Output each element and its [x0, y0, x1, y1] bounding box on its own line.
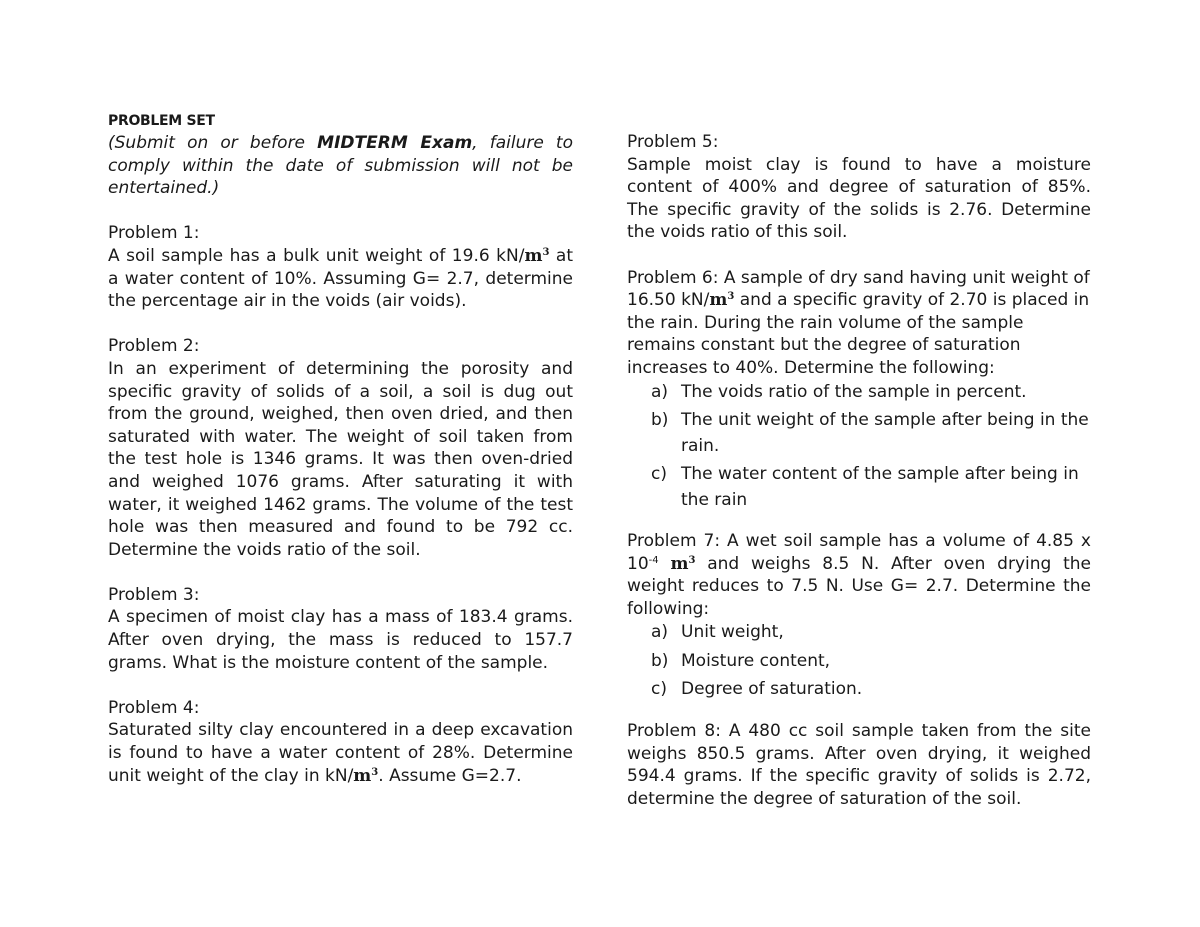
- problem-6-text: [627, 267, 1091, 380]
- problem-1-text-b: at a water content of 10%. Assuming G= 2.7, determine the percentage air in the voids (air voids).: [108, 245, 573, 312]
- problem-7-exp: 3: [688, 554, 696, 566]
- problem-4-exp: 3: [371, 766, 379, 778]
- problem-1-exp: 3: [542, 246, 550, 258]
- problem-4: [108, 697, 573, 787]
- list-marker: b): [651, 650, 669, 671]
- problem-8-text: Problem 8: A 480 cc soil sample taken from the site weighs 850.5 grams. After oven drying, it weighed 594.4 grams. If the specific gravity of solids is 2.72, determine the degree of saturation of the soil.: [627, 720, 1091, 809]
- note-suffix: , failure to comply within the date of submission will not be entertained.): [108, 133, 573, 199]
- problem-1-text-a: A soil sample has a bulk unit weight of 19.6 kN/: [108, 245, 525, 266]
- problem-2-title: Problem 2:: [108, 336, 200, 357]
- list-marker: a): [651, 622, 669, 643]
- problem-7-text-b: and weighs 8.5 N. After oven drying the weight reduces to 7.5 N. Use G= 2.7. Determine the following:: [627, 553, 1091, 619]
- list-item: [651, 380, 1091, 406]
- problem-7-unit: m: [670, 553, 689, 574]
- right-column: [627, 131, 1091, 810]
- problem-6-exp: 3: [727, 291, 735, 303]
- problem-4-title: Problem 4:: [108, 697, 200, 718]
- list-item-text: The unit weight of the sample after being in the rain.: [681, 410, 1089, 456]
- list-item-text: Moisture content,: [681, 650, 831, 671]
- problem-6-text-b: and a specific gravity of 2.70 is placed in the rain. During the rain volume of the sample remains constant but the degree of saturation increases to 40%. Determine the following:: [627, 290, 1090, 378]
- problem-5-text: Sample moist clay is found to have a moisture content of 400% and degree of saturation of 85%. The specific gravity of the solids is 2.76. Determine the voids ratio of this soil.: [627, 154, 1091, 243]
- problem-7-text: [627, 530, 1091, 620]
- problem-set-heading: PROBLEM SET: [108, 113, 215, 129]
- problem-5-title: Problem 5:: [627, 132, 719, 152]
- problem-1-text: [108, 245, 573, 313]
- problem-7: [627, 530, 1091, 703]
- problem-2: [108, 335, 573, 561]
- problem-6-list: [627, 380, 1091, 514]
- problem-2-text: In an experiment of determining the porosity and specific gravity of solids of a soil, a soil is dug out from the ground, weighed, then oven dried, and then saturated with water. The weight of soil taken from the test hole is 1346 grams. It was then oven-dried and weighed 1076 grams. After saturating it with water, it weighed 1462 grams. The volume of the test hole was then measured and found to be 792 cc. Determine the voids ratio of the soil.: [108, 358, 573, 560]
- list-item: [651, 649, 1091, 675]
- problem-6-text-a: Problem 6: A sample of dry sand having unit weight of 16.50 kN/: [627, 267, 1090, 311]
- problem-7-exp-a: -4: [648, 554, 659, 566]
- problem-5: [627, 131, 1091, 244]
- submission-note: [108, 132, 573, 200]
- list-item-text: Unit weight,: [681, 622, 784, 643]
- list-item-text: The water content of the sample after being in the rain: [681, 464, 1079, 510]
- problem-4-text-a: Saturated silty clay encountered in a deep excavation is found to have a water content of 28%. Determine unit weight of the clay in kN/: [108, 720, 573, 786]
- list-item-text: Degree of saturation.: [681, 679, 863, 700]
- list-item: [651, 408, 1091, 459]
- list-item: [651, 620, 1091, 646]
- problem-1: [108, 222, 573, 312]
- problem-4-text: [108, 719, 573, 787]
- problem-7-list: [627, 620, 1091, 703]
- note-prefix: (Submit on or before: [108, 133, 318, 153]
- problem-3: [108, 584, 573, 674]
- left-column: [108, 110, 573, 787]
- note-bold: MIDTERM Exam: [317, 133, 473, 153]
- list-marker: c): [651, 679, 667, 700]
- list-marker: a): [651, 381, 669, 402]
- problem-1-title: Problem 1:: [108, 223, 200, 244]
- problem-7-text-a: Problem 7: A wet soil sample has a volume of 4.85 x 10: [627, 531, 1091, 574]
- problem-3-title: Problem 3:: [108, 584, 200, 605]
- list-marker: c): [651, 464, 667, 485]
- list-item: [651, 462, 1091, 513]
- problem-4-text-b: . Assume G=2.7.: [378, 765, 522, 786]
- problem-6-unit: m: [709, 290, 728, 311]
- list-marker: b): [651, 410, 669, 431]
- problem-6: [627, 267, 1091, 513]
- problem-8: [627, 720, 1091, 810]
- problem-1-unit: m: [524, 245, 543, 266]
- list-item-text: The voids ratio of the sample in percent.: [681, 381, 1027, 402]
- problem-3-text: A specimen of moist clay has a mass of 183.4 grams. After oven drying, the mass is reduced to 157.7 grams. What is the moisture content of the sample.: [108, 607, 573, 673]
- list-item: [651, 677, 1091, 703]
- problem-4-unit: m: [353, 765, 372, 786]
